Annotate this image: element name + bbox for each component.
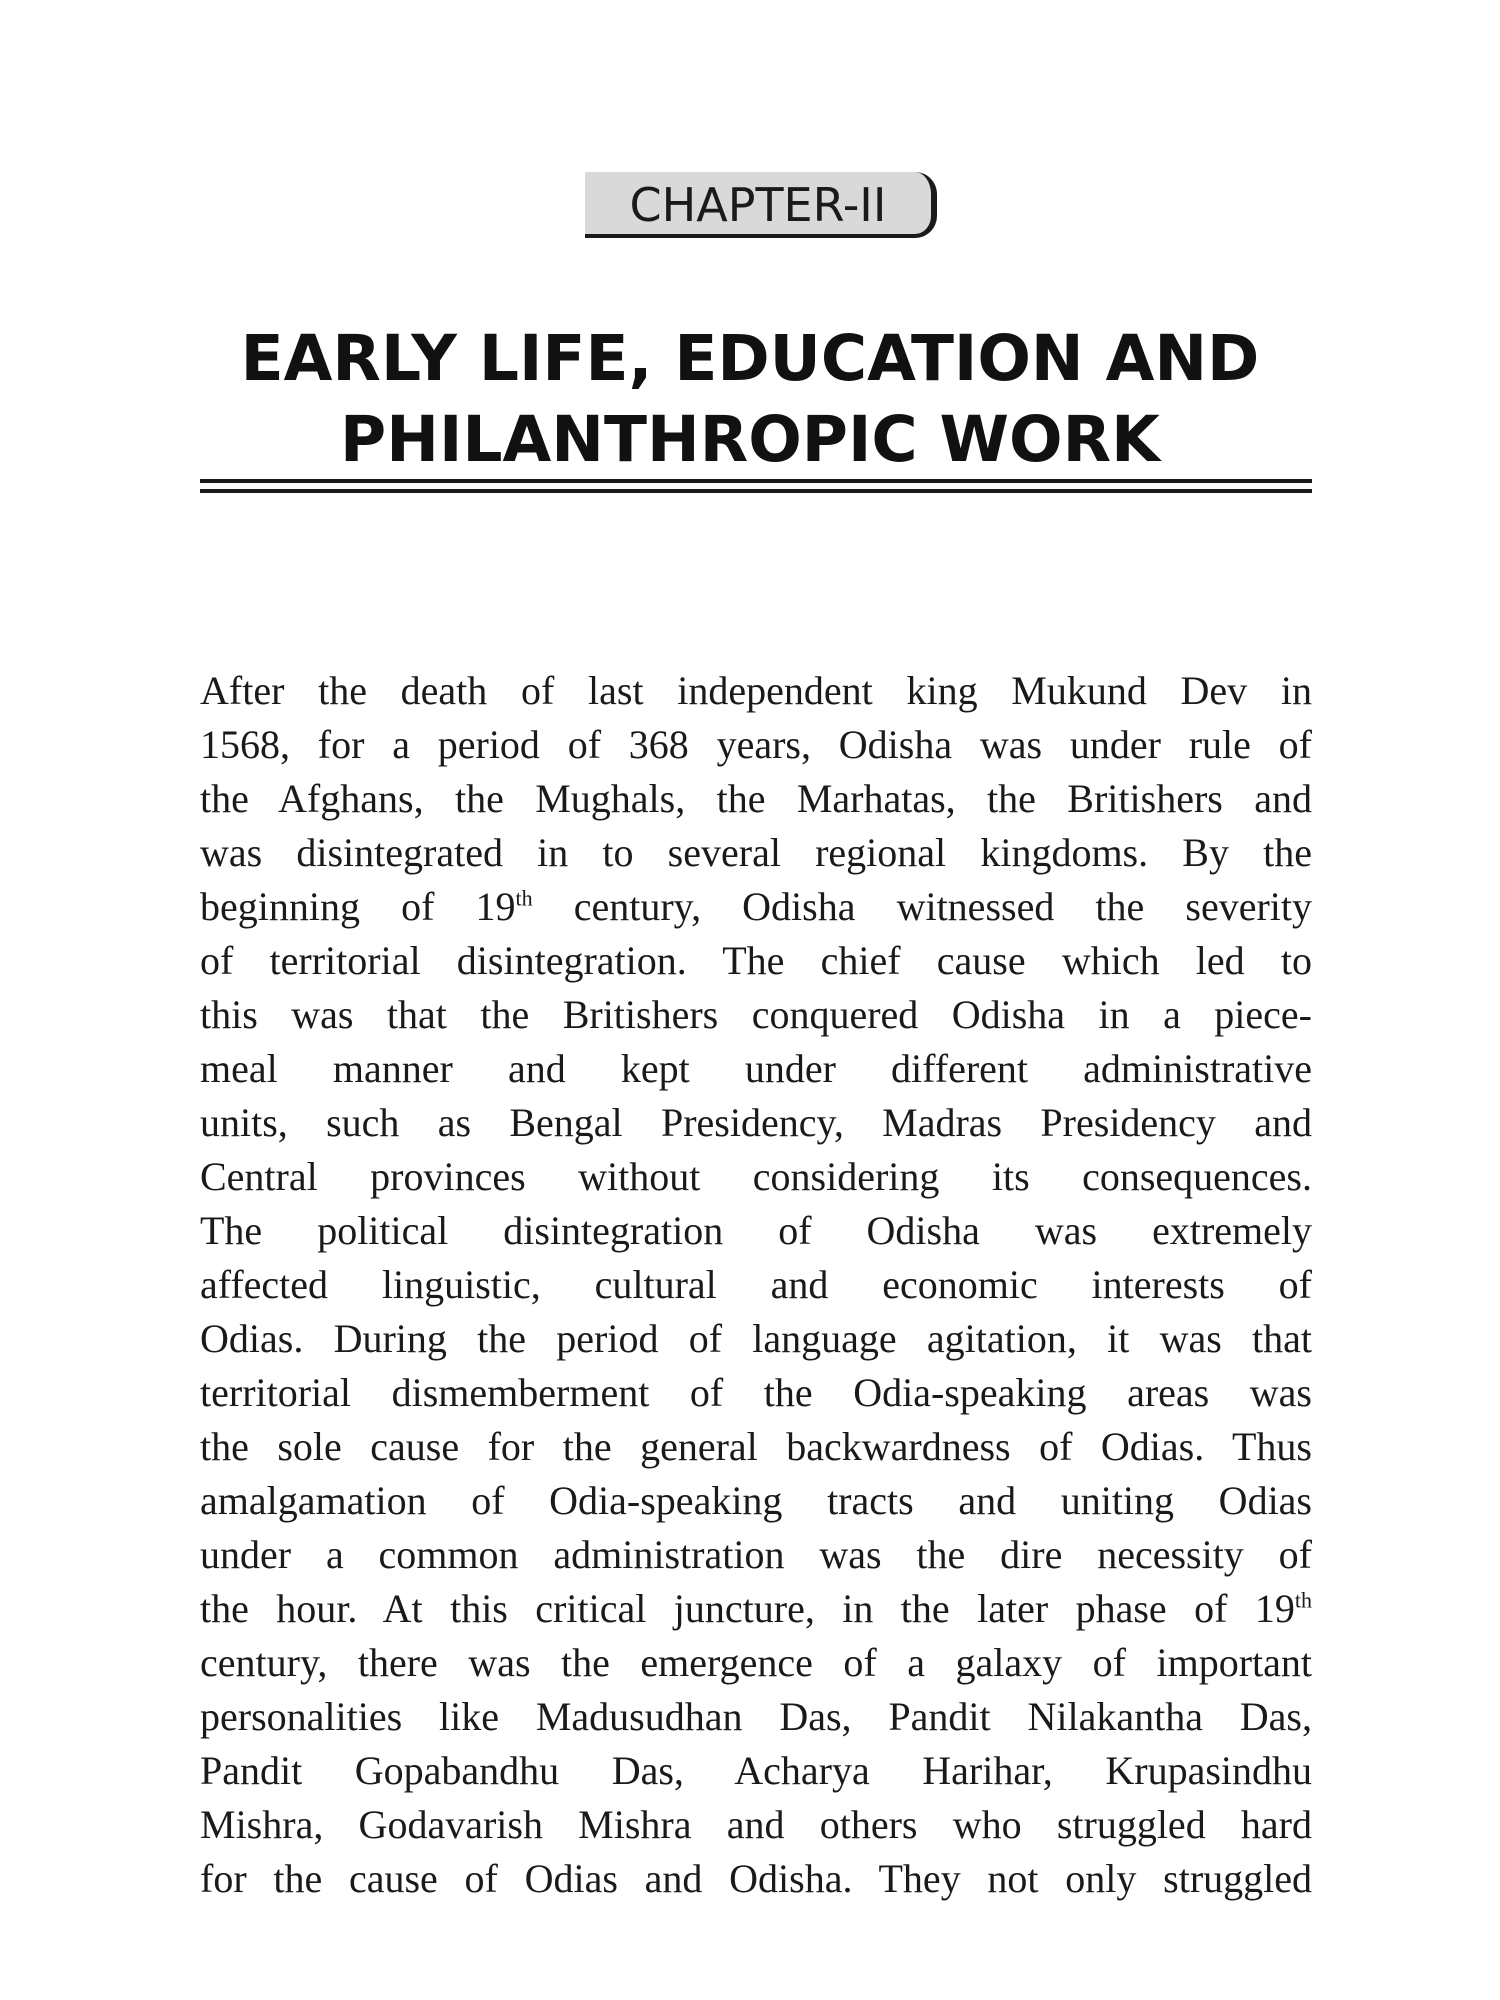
text-line: amalgamation of Odia-speaking tracts and uniting Odias (200, 1478, 1312, 1523)
text-line: was disintegrated in to several regional kingdoms. By the (200, 830, 1312, 875)
chapter-label: CHAPTER-II (629, 178, 887, 232)
text-line: The political disintegration of Odisha was extremely (200, 1208, 1312, 1253)
chapter-label-box (585, 172, 937, 238)
ordinal-superscript: th (1294, 1587, 1312, 1613)
text-line: affected linguistic, cultural and economic interests of (200, 1262, 1312, 1307)
text-line: meal manner and kept under different administrative (200, 1046, 1312, 1091)
ordinal-superscript: th (515, 885, 533, 911)
text-line: territorial dismemberment of the Odia-speaking areas was (200, 1370, 1312, 1415)
text-line: this was that the Britishers conquered Odisha in a piece- (200, 992, 1312, 1037)
text-line: Central provinces without considering its consequences. (200, 1154, 1312, 1199)
text-line: under a common administration was the dire necessity of (200, 1532, 1312, 1577)
text-line: personalities like Madusudhan Das, Pandit Nilakantha Das, (200, 1694, 1312, 1739)
text-line: Mishra, Godavarish Mishra and others who struggled hard (200, 1802, 1312, 1847)
text-line-with-superscript (200, 1582, 1312, 1636)
title-divider-top (200, 479, 1312, 483)
chapter-title-line-1: EARLY LIFE, EDUCATION AND (240, 322, 1260, 395)
text-line-with-superscript (200, 880, 1312, 934)
text-line: of territorial disintegration. The chief cause which led to (200, 938, 1312, 983)
text-line: After the death of last independent king Mukund Dev in (200, 668, 1312, 713)
text-line: the Afghans, the Mughals, the Marhatas, the Britishers and (200, 776, 1312, 821)
text-fragment: century, Odisha witnessed the severity (573, 884, 1312, 929)
text-fragment: the hour. At this critical juncture, in the later phase of 19 (200, 1586, 1295, 1631)
text-line: century, there was the emergence of a galaxy of important (200, 1640, 1312, 1685)
chapter-title-line-2: PHILANTHROPIC WORK (340, 403, 1160, 476)
text-line: units, such as Bengal Presidency, Madras Presidency and (200, 1100, 1312, 1145)
body-paragraph (200, 664, 1312, 1906)
chapter-title (150, 318, 1350, 480)
text-line: Pandit Gopabandhu Das, Acharya Harihar, Krupasindhu (200, 1748, 1312, 1793)
text-line: 1568, for a period of 368 years, Odisha was under rule of (200, 722, 1312, 767)
text-line: Odias. During the period of language agitation, it was that (200, 1316, 1312, 1361)
text-line: for the cause of Odias and Odisha. They not only struggled (200, 1856, 1312, 1901)
text-fragment: beginning of 19 (200, 884, 516, 929)
text-line: the sole cause for the general backwardness of Odias. Thus (200, 1424, 1312, 1469)
title-divider-bottom (200, 489, 1312, 493)
